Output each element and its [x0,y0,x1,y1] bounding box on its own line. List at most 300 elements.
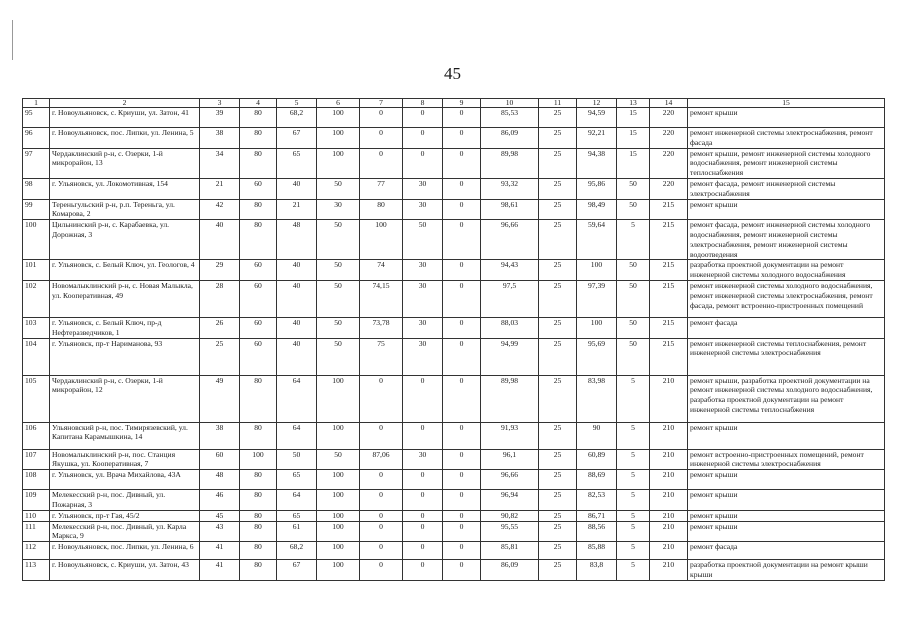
work-description: ремонт инженерной системы электроснабжения, ремонт фасада [688,128,885,149]
row-number: 113 [23,560,50,581]
cell-4: 80 [240,128,277,149]
cell-10: 91,93 [481,422,539,449]
cell-4: 100 [240,449,277,470]
column-number-12: 12 [577,99,617,108]
cell-11: 25 [539,260,577,281]
cell-10: 93,32 [481,178,539,199]
cell-13: 5 [617,542,650,560]
cell-5: 21 [277,199,317,220]
cell-3: 39 [200,108,240,128]
cell-10: 86,09 [481,128,539,149]
cell-5: 65 [277,470,317,490]
cell-13: 5 [617,490,650,511]
row-number: 105 [23,375,50,422]
cell-3: 38 [200,128,240,149]
cell-14: 220 [650,148,688,178]
cell-7: 74 [360,260,403,281]
table-row [23,338,885,375]
cell-13: 5 [617,560,650,581]
work-description: ремонт фасада [688,317,885,338]
cell-3: 26 [200,317,240,338]
cell-12: 92,21 [577,128,617,149]
row-number: 112 [23,542,50,560]
cell-9: 0 [443,220,481,260]
cell-3: 34 [200,148,240,178]
cell-13: 5 [617,422,650,449]
cell-6: 100 [317,108,360,128]
cell-4: 60 [240,317,277,338]
column-number-15: 15 [688,99,885,108]
work-description: ремонт крыши [688,490,885,511]
address: Новомалыклинский р-н, пос. Станция Якушка, ул. Кооперативная, 7 [50,449,200,470]
cell-10: 89,98 [481,148,539,178]
cell-11: 25 [539,521,577,542]
row-number: 109 [23,490,50,511]
cell-10: 96,1 [481,449,539,470]
cell-13: 50 [617,280,650,317]
cell-8: 30 [403,199,443,220]
address: г. Новоульяновск, пос. Липки, ул. Ленина, 6 [50,542,200,560]
data-table [22,98,885,581]
cell-9: 0 [443,128,481,149]
row-number: 95 [23,108,50,128]
cell-7: 0 [360,470,403,490]
row-number: 103 [23,317,50,338]
cell-9: 0 [443,280,481,317]
cell-9: 0 [443,199,481,220]
cell-8: 0 [403,422,443,449]
column-number-9: 9 [443,99,481,108]
cell-7: 73,78 [360,317,403,338]
cell-3: 45 [200,510,240,521]
column-number-10: 10 [481,99,539,108]
table-row [23,220,885,260]
cell-4: 80 [240,422,277,449]
cell-6: 50 [317,260,360,281]
cell-14: 210 [650,490,688,511]
cell-8: 0 [403,470,443,490]
cell-4: 80 [240,560,277,581]
cell-4: 80 [240,510,277,521]
cell-10: 98,61 [481,199,539,220]
cell-14: 210 [650,521,688,542]
cell-8: 50 [403,220,443,260]
work-description: ремонт крыши, ремонт инженерной системы холодного водоснабжения, ремонт инженерной системы теплоснабжения [688,148,885,178]
cell-14: 220 [650,108,688,128]
cell-7: 0 [360,521,403,542]
cell-7: 0 [360,108,403,128]
data-table-container [22,98,884,581]
cell-8: 0 [403,490,443,511]
cell-6: 50 [317,178,360,199]
cell-10: 88,03 [481,317,539,338]
cell-13: 5 [617,510,650,521]
row-number: 96 [23,128,50,149]
address: г. Ульяновск, с. Белый Ключ, ул. Геологов, 4 [50,260,200,281]
cell-4: 80 [240,148,277,178]
cell-7: 100 [360,220,403,260]
cell-7: 0 [360,490,403,511]
work-description: ремонт крыши [688,510,885,521]
cell-10: 96,66 [481,470,539,490]
cell-11: 25 [539,470,577,490]
cell-6: 100 [317,490,360,511]
row-number: 104 [23,338,50,375]
cell-8: 0 [403,148,443,178]
cell-13: 50 [617,338,650,375]
cell-7: 0 [360,422,403,449]
cell-11: 25 [539,449,577,470]
work-description: ремонт инженерной системы теплоснабжения, ремонт инженерной системы электроснабжения [688,338,885,375]
cell-13: 5 [617,470,650,490]
cell-11: 25 [539,199,577,220]
cell-9: 0 [443,510,481,521]
cell-7: 0 [360,560,403,581]
address: Чердаклинский р-н, с. Озерки, 1-й микрорайон, 12 [50,375,200,422]
cell-8: 30 [403,178,443,199]
cell-9: 0 [443,317,481,338]
cell-3: 25 [200,338,240,375]
cell-8: 30 [403,280,443,317]
cell-4: 80 [240,490,277,511]
cell-13: 5 [617,521,650,542]
cell-6: 100 [317,375,360,422]
cell-3: 29 [200,260,240,281]
row-number: 99 [23,199,50,220]
table-row [23,280,885,317]
cell-13: 15 [617,108,650,128]
cell-8: 0 [403,108,443,128]
cell-11: 25 [539,220,577,260]
cell-8: 30 [403,260,443,281]
cell-12: 90 [577,422,617,449]
cell-11: 25 [539,178,577,199]
cell-11: 25 [539,338,577,375]
cell-5: 64 [277,375,317,422]
address: Мелекесский р-н, пос. Дивный, ул. Карла Маркса, 9 [50,521,200,542]
table-row [23,521,885,542]
address: г. Ульяновск, пр-т Нариманова, 93 [50,338,200,375]
cell-14: 210 [650,510,688,521]
cell-12: 83,98 [577,375,617,422]
cell-4: 60 [240,260,277,281]
cell-14: 215 [650,338,688,375]
cell-5: 64 [277,490,317,511]
cell-11: 25 [539,280,577,317]
cell-13: 50 [617,260,650,281]
cell-3: 38 [200,422,240,449]
cell-13: 50 [617,317,650,338]
cell-11: 25 [539,510,577,521]
table-row [23,470,885,490]
table-body [23,99,885,581]
cell-9: 0 [443,521,481,542]
table-row [23,178,885,199]
cell-3: 46 [200,490,240,511]
cell-6: 100 [317,542,360,560]
cell-14: 215 [650,199,688,220]
cell-4: 80 [240,375,277,422]
cell-9: 0 [443,338,481,375]
address: Мелекесский р-н, пос. Дивный, ул. Пожарная, 3 [50,490,200,511]
work-description: ремонт встроенно-пристроенных помещений, ремонт инженерной системы электроснабжения [688,449,885,470]
column-number-row [23,99,885,108]
cell-12: 97,39 [577,280,617,317]
cell-13: 5 [617,375,650,422]
cell-4: 60 [240,178,277,199]
cell-5: 40 [277,178,317,199]
cell-4: 80 [240,542,277,560]
cell-6: 100 [317,470,360,490]
work-description: ремонт крыши [688,108,885,128]
cell-6: 50 [317,280,360,317]
cell-4: 80 [240,470,277,490]
cell-3: 48 [200,470,240,490]
cell-12: 82,53 [577,490,617,511]
cell-12: 60,89 [577,449,617,470]
cell-10: 94,43 [481,260,539,281]
cell-14: 220 [650,178,688,199]
cell-14: 210 [650,422,688,449]
cell-5: 40 [277,338,317,375]
address: г. Ульяновск, ул. Локомотивная, 154 [50,178,200,199]
table-row [23,510,885,521]
cell-9: 0 [443,490,481,511]
cell-7: 80 [360,199,403,220]
cell-10: 96,94 [481,490,539,511]
row-number: 108 [23,470,50,490]
work-description: ремонт крыши [688,422,885,449]
cell-12: 94,59 [577,108,617,128]
column-number-14: 14 [650,99,688,108]
address: Новомалыклинский р-н, с. Новая Малыкла, ул. Кооперативная, 49 [50,280,200,317]
cell-13: 5 [617,449,650,470]
row-number: 102 [23,280,50,317]
table-row [23,560,885,581]
cell-10: 94,99 [481,338,539,375]
work-description: ремонт крыши [688,199,885,220]
cell-7: 0 [360,510,403,521]
cell-14: 210 [650,375,688,422]
cell-5: 64 [277,422,317,449]
cell-9: 0 [443,375,481,422]
cell-7: 0 [360,128,403,149]
cell-6: 100 [317,422,360,449]
column-number-8: 8 [403,99,443,108]
cell-11: 25 [539,148,577,178]
cell-9: 0 [443,178,481,199]
cell-11: 25 [539,490,577,511]
table-row [23,199,885,220]
table-row [23,490,885,511]
cell-8: 30 [403,338,443,375]
cell-7: 75 [360,338,403,375]
table-row [23,128,885,149]
table-row [23,260,885,281]
cell-4: 60 [240,280,277,317]
cell-12: 95,69 [577,338,617,375]
cell-9: 0 [443,422,481,449]
cell-13: 5 [617,220,650,260]
cell-12: 88,69 [577,470,617,490]
cell-8: 0 [403,128,443,149]
work-description: разработка проектной документации на ремонт инженерной системы холодного водоснабжения [688,260,885,281]
cell-11: 25 [539,560,577,581]
work-description: разработка проектной документации на ремонт крыши крыши [688,560,885,581]
cell-11: 25 [539,317,577,338]
cell-5: 68,2 [277,542,317,560]
cell-12: 88,56 [577,521,617,542]
scan-edge-mark [12,20,13,60]
cell-8: 0 [403,521,443,542]
cell-5: 40 [277,260,317,281]
cell-10: 86,09 [481,560,539,581]
cell-9: 0 [443,260,481,281]
cell-10: 95,55 [481,521,539,542]
cell-10: 85,53 [481,108,539,128]
cell-8: 0 [403,560,443,581]
table-row [23,317,885,338]
cell-10: 90,82 [481,510,539,521]
work-description: ремонт фасада [688,542,885,560]
page-number: 45 [444,64,461,83]
cell-4: 80 [240,521,277,542]
work-description: ремонт инженерной системы холодного водоснабжения, ремонт инженерной системы электроснабжения, ремонт фасада, ремонт встроенно-пристроенных помещений [688,280,885,317]
address: Ульяновский р-н, пос. Тимирязевский, ул. Капитана Карамышкина, 14 [50,422,200,449]
column-number-13: 13 [617,99,650,108]
cell-10: 96,66 [481,220,539,260]
cell-3: 42 [200,199,240,220]
cell-3: 41 [200,542,240,560]
cell-5: 61 [277,521,317,542]
cell-6: 100 [317,148,360,178]
cell-4: 60 [240,338,277,375]
cell-4: 80 [240,199,277,220]
cell-14: 220 [650,128,688,149]
table-row [23,148,885,178]
cell-14: 210 [650,542,688,560]
cell-3: 21 [200,178,240,199]
work-description: ремонт крыши [688,521,885,542]
cell-12: 100 [577,260,617,281]
cell-5: 48 [277,220,317,260]
table-row [23,108,885,128]
cell-12: 85,88 [577,542,617,560]
cell-5: 40 [277,317,317,338]
cell-9: 0 [443,108,481,128]
row-number: 110 [23,510,50,521]
address: г. Новоульяновск, с. Криуши, ул. Затон, 43 [50,560,200,581]
cell-11: 25 [539,422,577,449]
cell-6: 50 [317,338,360,375]
cell-3: 41 [200,560,240,581]
cell-3: 28 [200,280,240,317]
cell-12: 83,8 [577,560,617,581]
cell-9: 0 [443,148,481,178]
table-row [23,422,885,449]
cell-13: 50 [617,178,650,199]
cell-13: 50 [617,199,650,220]
cell-14: 215 [650,220,688,260]
address: Чердаклинский р-н, с. Озерки, 1-й микрорайон, 13 [50,148,200,178]
row-number: 98 [23,178,50,199]
cell-11: 25 [539,375,577,422]
cell-6: 100 [317,128,360,149]
cell-11: 25 [539,542,577,560]
cell-14: 210 [650,560,688,581]
cell-8: 0 [403,542,443,560]
column-number-6: 6 [317,99,360,108]
cell-8: 0 [403,510,443,521]
cell-13: 15 [617,128,650,149]
address: г. Новоульяновск, с. Криуши, ул. Затон, 41 [50,108,200,128]
cell-11: 25 [539,128,577,149]
cell-5: 50 [277,449,317,470]
cell-7: 87,06 [360,449,403,470]
row-number: 106 [23,422,50,449]
cell-5: 65 [277,510,317,521]
cell-11: 25 [539,108,577,128]
cell-8: 30 [403,317,443,338]
cell-9: 0 [443,449,481,470]
cell-7: 0 [360,542,403,560]
cell-5: 67 [277,560,317,581]
cell-6: 50 [317,449,360,470]
cell-9: 0 [443,470,481,490]
cell-8: 0 [403,375,443,422]
cell-8: 30 [403,449,443,470]
cell-6: 50 [317,317,360,338]
cell-12: 100 [577,317,617,338]
table-row [23,542,885,560]
row-number: 101 [23,260,50,281]
column-number-7: 7 [360,99,403,108]
cell-4: 80 [240,108,277,128]
cell-5: 40 [277,280,317,317]
cell-4: 80 [240,220,277,260]
cell-6: 100 [317,560,360,581]
cell-14: 215 [650,260,688,281]
cell-12: 98,49 [577,199,617,220]
address: г. Новоульяновск, пос. Липки, ул. Ленина, 5 [50,128,200,149]
cell-13: 15 [617,148,650,178]
cell-12: 59,64 [577,220,617,260]
row-number: 100 [23,220,50,260]
cell-14: 210 [650,470,688,490]
table-row [23,449,885,470]
column-number-2: 2 [50,99,200,108]
cell-3: 40 [200,220,240,260]
row-number: 107 [23,449,50,470]
cell-10: 85,81 [481,542,539,560]
work-description: ремонт фасада, ремонт инженерной системы электроснабжения [688,178,885,199]
address: г. Ульяновск, с. Белый Ключ, пр-д Нефтеразведчиков, 1 [50,317,200,338]
cell-7: 74,15 [360,280,403,317]
address: Тереньгульский р-н, р.п. Тереньга, ул. Комарова, 2 [50,199,200,220]
work-description: ремонт крыши, разработка проектной документации на ремонт инженерной системы холодного водоснабжения, разработка проектной документации на ремонт инженерной системы теплоснабжения [688,375,885,422]
cell-9: 0 [443,560,481,581]
work-description: ремонт фасада, ремонт инженерной системы холодного водоснабжения, ремонт инженерной системы электроснабжения, ремонт инженерной системы водоотведения [688,220,885,260]
address: Цильнинский р-н, с. Карабаевка, ул. Дорожная, 3 [50,220,200,260]
cell-12: 94,38 [577,148,617,178]
work-description: ремонт крыши [688,470,885,490]
table-row [23,375,885,422]
cell-3: 43 [200,521,240,542]
cell-14: 210 [650,449,688,470]
cell-14: 215 [650,280,688,317]
address: г. Ульяновск, ул. Врача Михайлова, 43А [50,470,200,490]
cell-6: 100 [317,521,360,542]
